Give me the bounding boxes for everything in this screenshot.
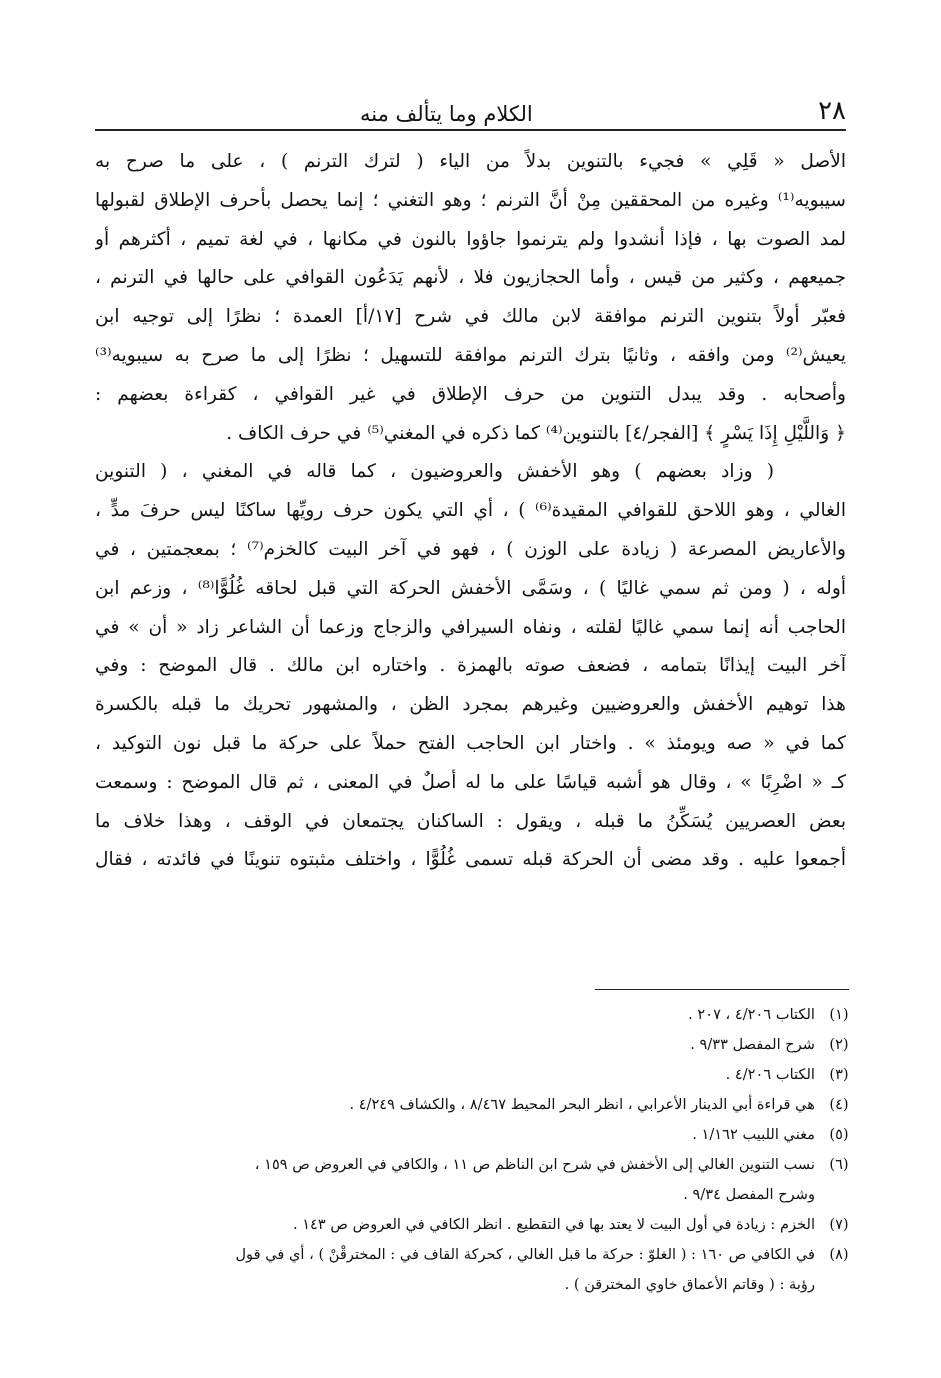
running-title: الكلام وما يتألف منه (360, 102, 533, 126)
text-line: جميعهم ، وكثير من قيس ، وأما الحجازيون فلا ، لأنهم يَدَعُون القوافي على حالها في الترنم ، (95, 267, 846, 289)
page-number: ٢٨ (818, 96, 846, 126)
header-rule (95, 129, 846, 131)
text-line: أجمعوا عليه . وقد مضى أن الحركة قبله تسمى غُلُوًّا ، واختلف مثبتوه تنوينًا في فائدته ، فقال (95, 849, 846, 871)
text-line: سيبويه⁽¹⁾ وغيره من المحققين مِنْ أنَّ الترنم ؛ وهو التغني ؛ إنما يحصل بأحرف الإطلاق لقبولها (95, 189, 846, 211)
page-header (95, 92, 846, 126)
footnote-number: (٨) (829, 1246, 849, 1263)
text-line: الأصل « قَلِي » فجيء بالتنوين بدلاً من الياء ( لترك الترنم ) ، على ما صرح به (95, 151, 846, 172)
footnote-number: (١) (829, 1006, 849, 1023)
footnote-number: (٧) (829, 1216, 849, 1233)
footnote-number: (٦) (829, 1156, 849, 1173)
text-line: أوله ، ( ومن ثم سمي غاليًا ) ، وسَمَّى الأخفش الحركة التي قبل لحاقه غُلُوًّا⁽⁸⁾ ، وزعم ابن (95, 577, 846, 599)
text-line: بعض العصريين يُسَكِّنُ ما قبله ، ويقول : الساكنان يجتمعان في الوقف ، وهذا خلاف ما (95, 810, 846, 832)
text-line: كـ « اضْرِبًا » ، وقال هو أشبه قياسًا على ما له أصلٌ في المعنى ، ثم قال الموضح : وسمعت (95, 771, 846, 793)
footnote-text: في الكافي ص ١٦٠ : ( الغلوّ : حركة ما قبل الغالي ، كحركة القاف في : المخترقْنْ ) ، أي في قول (235, 1246, 815, 1263)
footnote-text: نسب التنوين الغالي إلى الأخفش في شرح ابن الناظم ص ١١ ، والكافي في العروض ص ١٥٩ ، (254, 1156, 815, 1173)
text-line: فعبّر أولاً بتنوين الترنم موافقة لابن مالك في شرح [١٧/أ] العمدة ؛ نظرًا إلى توجيه ابن (95, 306, 846, 328)
footnote (95, 1210, 863, 1240)
footnote (95, 1090, 863, 1120)
footnote-text: الكتاب ٤/٢٠٦ . (725, 1066, 815, 1083)
text-line: وأصحابه . وقد يبدل التنوين من حرف الإطلاق في غير القوافي ، كقراءة بعضهم : (95, 383, 846, 405)
footnote (95, 1030, 863, 1060)
footnote-number: (٤) (829, 1096, 849, 1113)
text-line: هذا توهيم الأخفش والعروضيين وغيرهم بمجرد الظن ، والمشهور تحريك ما قبله بالكسرة (95, 694, 846, 716)
footnote (95, 1000, 863, 1030)
footnote-text: هي قراءة أبي الدينار الأعرابي ، انظر البحر المحيط ٨/٤٦٧ ، والكشاف ٤/٢٤٩ . (349, 1096, 815, 1113)
text-line: الحاجب أنه إنما سمي غاليًا لقلته ، ونفاه السيرافي والزجاج وزعما أن الشاعر زاد « أن » في (95, 616, 846, 638)
footnote-number: (٢) (829, 1036, 849, 1053)
footnote (95, 1060, 863, 1090)
footnote-number: (٥) (829, 1126, 849, 1143)
text-line: ( وزاد بعضهم ) وهو الأخفش والعروضيون ، كما قاله في المغني ، ( التنوين (95, 461, 774, 483)
footnote-number: (٣) (829, 1066, 849, 1083)
main-text (95, 143, 846, 880)
footnote-rule (595, 989, 849, 990)
footnote-text: مغني اللبيب ١/١٦٢ . (692, 1126, 815, 1143)
text-line: يعيش⁽²⁾ ومن وافقه ، وثانيًا بترك الترنم موافقة للتسهيل ؛ نظرًا إلى ما صرح به سيبويه⁽³⁾ (95, 344, 846, 366)
footnote-text: الخزم : زيادة في أول البيت لا يعتد بها في التقطيع . انظر الكافي في العروض ص ١٤٣ . (292, 1216, 815, 1233)
text-line: كما في « صه ويومئذ » . واختار ابن الحاجب الفتح حملاً على حركة ما قبل نون التوكيد ، (95, 732, 846, 754)
footnote-text: شرح المفصل ٩/٣٣ . (690, 1036, 815, 1053)
text-line: الغالي ، وهو اللاحق للقوافي المقيدة⁽⁶⁾ ) ، أي التي يكون حرف رويِّها ساكنًا ليس حرفَ مدٍّ ، (95, 500, 846, 522)
footnote-continuation: وشرح المفصل ٩/٣٤ . (683, 1186, 815, 1203)
footnote (95, 1120, 863, 1150)
footnote-text: الكتاب ٤/٢٠٦ ، ٢٠٧ . (688, 1006, 815, 1023)
footnotes (95, 1000, 863, 1300)
footnote-continuation: رؤبة : ( وقاتم الأعماق خاوي المخترقن ) . (564, 1276, 815, 1293)
text-line: آخر البيت إيذانًا بتمامه ، فضعف صوته بالهمزة . واختاره ابن مالك . قال الموضح : وفي (95, 655, 846, 677)
text-line: لمد الصوت بها ، فإذا أنشدوا ولم يترنموا جاؤوا بالنون في مكانها ، في لغة تميم ، أكثرهم أو (95, 228, 846, 250)
text-line: والأعاريض المصرعة ( زيادة على الوزن ) ، فهو في آخر البيت كالخزم⁽⁷⁾ ؛ بمعجمتين ، في (95, 538, 846, 560)
footnote (95, 1240, 863, 1270)
footnote (95, 1150, 863, 1180)
text-line: ﴿ وَاللَّيْلِ إِذَا يَسْرٍ ﴾ [الفجر/٤] بالتنوين⁽⁴⁾ كما ذكره في المغني⁽⁵⁾ في حرف الكاف . (226, 422, 846, 444)
